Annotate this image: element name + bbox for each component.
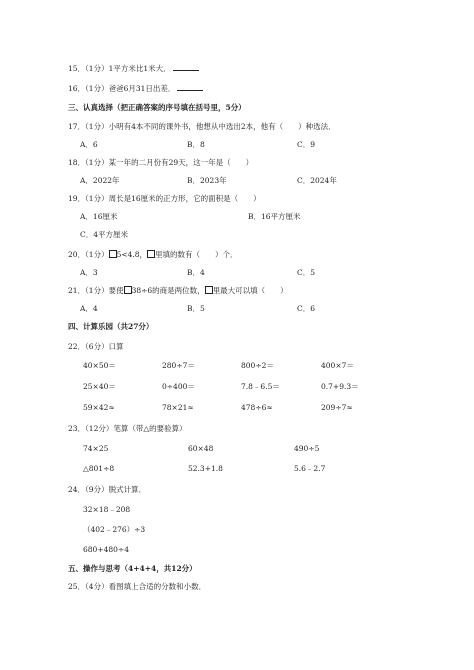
- oral-calc-item: 78×21≈: [162, 403, 194, 412]
- oral-calc-item: 209÷7≈: [321, 403, 353, 412]
- question-21: [68, 286, 288, 296]
- option-b[interactable]: B．16平方厘米: [248, 212, 301, 221]
- oral-calc-item: 478÷6≈: [241, 403, 273, 412]
- written-calc-item: 490÷5: [294, 444, 320, 453]
- oral-calc-item: 0÷400＝: [162, 382, 195, 391]
- question-15: [68, 63, 199, 74]
- empty-box-icon: [205, 286, 213, 294]
- written-calc-item: 52.3+1.8: [188, 464, 223, 473]
- option-c[interactable]: C．6: [297, 304, 316, 313]
- question-20: [68, 250, 238, 260]
- option-a[interactable]: A．16厘米: [80, 212, 118, 221]
- oral-calc-item: 0.7+9.3＝: [321, 382, 359, 391]
- oral-calc-item: 7.8﹣6.5＝: [241, 382, 280, 391]
- question-20-prefix: 20．（1分）: [68, 250, 109, 259]
- question-21-middle: 38÷6的商是两位数，: [131, 286, 205, 295]
- written-calc-item: △801÷8: [83, 464, 115, 473]
- question-21-suffix: 里最大可以填（ ）: [212, 286, 288, 295]
- oral-calc-item: 40×50＝: [83, 361, 116, 370]
- section-5-heading: 五、操作与思考（4+4+4，共12分）: [68, 564, 197, 573]
- question-24-text: 24．（9分）脱式计算．: [68, 485, 147, 494]
- question-16: [68, 83, 203, 94]
- question-18-text: 18．（1分）某一年的二月份有29天，这一年是（ ）: [68, 158, 254, 167]
- oral-calc-item: 280÷7＝: [162, 361, 195, 370]
- question-23-text: 23．（12分）笔算（带△的要验算）: [68, 424, 187, 433]
- expression-item: 680+480÷4: [83, 545, 129, 554]
- option-c[interactable]: C．4平方厘米: [80, 230, 129, 239]
- question-21-prefix: 21．（1分）要使: [68, 286, 124, 295]
- written-calc-item: 5.6﹣2.7: [294, 464, 326, 473]
- oral-calc-item: 800÷2＝: [241, 361, 274, 370]
- option-c[interactable]: C．5: [297, 268, 316, 277]
- option-b[interactable]: B．8: [187, 140, 205, 149]
- option-b[interactable]: B．5: [187, 304, 205, 313]
- question-20-suffix: 里填的数有（ ）个．: [155, 250, 238, 259]
- oral-calc-item: 400×7＝: [321, 361, 354, 370]
- option-b[interactable]: B．2023年: [187, 176, 227, 185]
- question-17-text: 17．（1分）小明有4本不同的课外书，他想从中选出2本，他有（ ）种选法．: [68, 122, 336, 131]
- section-3-heading: 三、认真选择（把正确答案的序号填在括号里，5分）: [68, 103, 246, 112]
- question-15-text: 15．（1分）1平方米比1米大．: [68, 64, 171, 73]
- option-b[interactable]: B．4: [187, 268, 205, 277]
- answer-blank[interactable]: [177, 83, 203, 91]
- question-22-text: 22．（6分）口算: [68, 342, 124, 351]
- option-a[interactable]: A．2022年: [80, 176, 120, 185]
- option-c[interactable]: C．2024年: [297, 176, 337, 185]
- answer-blank[interactable]: [173, 63, 199, 71]
- section-4-heading: 四、计算乐园（共27分）: [68, 322, 154, 331]
- empty-box-icon: [109, 250, 117, 258]
- expression-item: 32×18﹣208: [83, 505, 131, 514]
- option-a[interactable]: A．3: [80, 268, 98, 277]
- oral-calc-item: 59×42≈: [83, 403, 115, 412]
- written-calc-item: 74×25: [83, 444, 109, 453]
- option-a[interactable]: A．6: [80, 140, 98, 149]
- question-25-text: 25．（4分）看图填上合适的分数和小数．: [68, 582, 207, 591]
- question-16-text: 16．（1分）爸爸6月31日出差．: [68, 84, 176, 93]
- empty-box-icon: [124, 286, 132, 294]
- option-c[interactable]: C．9: [297, 140, 316, 149]
- written-calc-item: 60×48: [188, 444, 214, 453]
- option-a[interactable]: A．4: [80, 304, 98, 313]
- empty-box-icon: [147, 250, 155, 258]
- expression-item: （402﹣276）÷3: [83, 525, 146, 534]
- oral-calc-item: 25×40＝: [83, 382, 116, 391]
- question-20-middle: 5<4.8，: [116, 250, 148, 259]
- question-19-text: 19．（1分）周长是16厘米的正方形，它的面积是（ ）: [68, 194, 261, 203]
